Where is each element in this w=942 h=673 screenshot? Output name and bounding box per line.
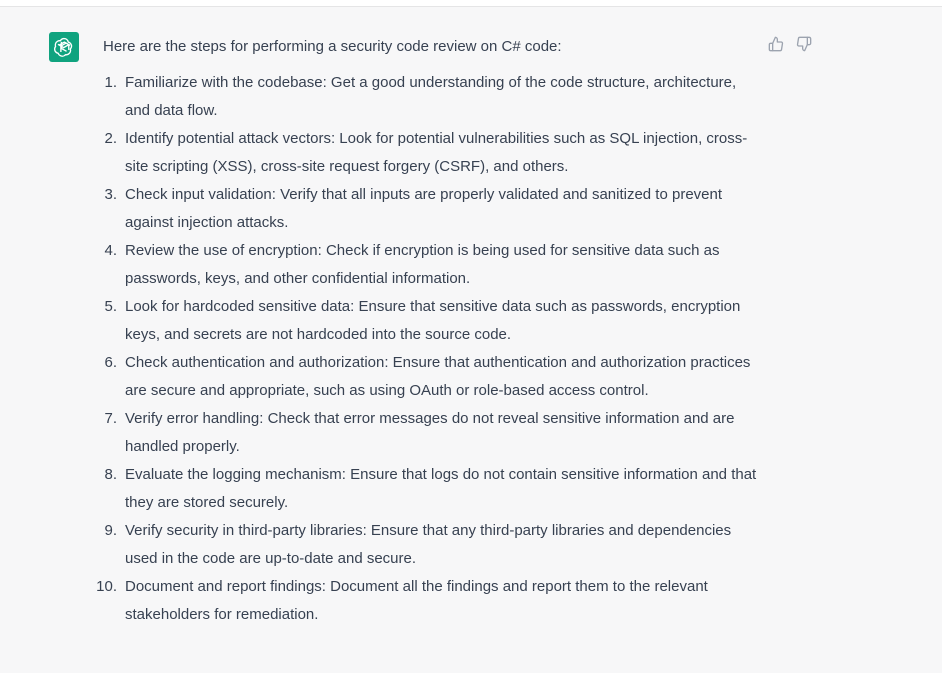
list-item bbox=[103, 69, 765, 125]
thumbs-down-icon bbox=[796, 36, 812, 52]
list-item bbox=[103, 517, 765, 573]
list-item-number: 4. bbox=[104, 242, 117, 259]
list-item bbox=[103, 405, 765, 461]
list-item-number: 9. bbox=[104, 522, 117, 539]
list-item-number: 5. bbox=[104, 298, 117, 315]
list-item-number: 2. bbox=[104, 130, 117, 147]
assistant-message bbox=[0, 6, 942, 673]
list-item-number: 6. bbox=[104, 354, 117, 371]
feedback-controls bbox=[767, 35, 813, 53]
list-item bbox=[103, 461, 765, 517]
list-item-text: Verify error handling: Check that error messages do not reveal sensitive information and are handled properly. bbox=[125, 410, 735, 455]
list-item-number: 10. bbox=[96, 578, 117, 595]
list-item-text: Check input validation: Verify that all inputs are properly validated and sanitized to prevent against injection attacks. bbox=[125, 186, 723, 231]
list-item bbox=[103, 349, 765, 405]
list-item-number: 7. bbox=[104, 410, 117, 427]
list-item bbox=[103, 125, 765, 181]
list-item-text: Document and report findings: Document all the findings and report them to the relevant stakeholders for remediation. bbox=[125, 578, 708, 623]
list-item-text: Check authentication and authorization: Ensure that authentication and authorization practices are secure and appropriate, such as using OAuth or role-based access control. bbox=[125, 354, 751, 399]
list-item-text: Evaluate the logging mechanism: Ensure that logs do not contain sensitive information and that they are stored securely. bbox=[125, 466, 757, 511]
list-item-text: Look for hardcoded sensitive data: Ensure that sensitive data such as passwords, encryption keys, and secrets are not hardcoded into the source code. bbox=[125, 298, 741, 343]
list-item-text: Review the use of encryption: Check if encryption is being used for sensitive data such as passwords, keys, and other confidential information. bbox=[125, 242, 720, 287]
list-item-text: Identify potential attack vectors: Look for potential vulnerabilities such as SQL injection, cross-site scripting (XSS), cross-site request forgery (CSRF), and others. bbox=[125, 130, 748, 175]
openai-logo-icon bbox=[53, 36, 75, 58]
list-item-number: 3. bbox=[104, 186, 117, 203]
thumbs-down-button[interactable] bbox=[795, 35, 813, 53]
list-item-number: 8. bbox=[104, 466, 117, 483]
list-item bbox=[96, 573, 765, 629]
list-item bbox=[103, 237, 765, 293]
list-item bbox=[103, 293, 765, 349]
steps-list bbox=[96, 69, 763, 629]
list-item-text: Familiarize with the codebase: Get a good understanding of the code structure, architecture, and data flow. bbox=[125, 74, 737, 119]
message-intro: Here are the steps for performing a security code review on C# code: bbox=[103, 38, 562, 55]
list-item-number: 1. bbox=[104, 74, 117, 91]
thumbs-up-icon bbox=[768, 36, 784, 52]
message-content bbox=[96, 33, 763, 629]
list-item bbox=[103, 181, 765, 237]
thumbs-up-button[interactable] bbox=[767, 35, 785, 53]
assistant-avatar bbox=[49, 32, 79, 62]
list-item-text: Verify security in third-party libraries: Ensure that any third-party libraries and dependencies used in the code are up-to-date and secure. bbox=[125, 522, 732, 567]
